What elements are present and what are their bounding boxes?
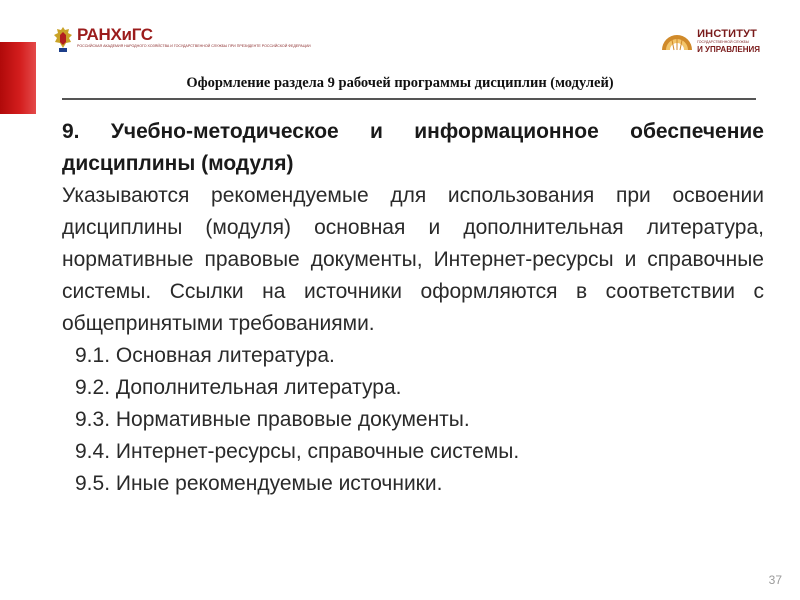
slide-title: Оформление раздела 9 рабочей программы дисциплин (модулей) [186,75,614,91]
ranepa-logo [53,25,311,56]
list-item: 9.2. Дополнительная литература. [75,376,402,399]
page-number: 37 [768,573,782,587]
subsection-list [62,340,764,500]
section-description: Указываются рекомендуемые для использования при освоении дисциплины (модуля) основная и дополнительная литература, нормативные правовые документы, Интернет-ресурсы и справочные системы. Ссылки на источники оформляются в соответствии с общепринятыми требованиями. [62,184,764,335]
logo-subtitle: РОССИЙСКАЯ АКАДЕМИЯ НАРОДНОГО ХОЗЯЙСТВА И ГОСУДАРСТВЕННОЙ СЛУЖБЫ ПРИ ПРЕЗИДЕНТЕ РОССИЙСКОЙ ФЕДЕРАЦИИ [77,44,311,48]
list-item: 9.3. Нормативные правовые документы. [75,408,470,431]
institute-subtitle-2: И УПРАВЛЕНИЯ [697,44,760,54]
institute-subtitle: ГОСУДАРСТВЕННОЙ СЛУЖБЫ [697,39,750,44]
institute-name: ИНСТИТУТ [697,27,758,40]
title-divider [62,98,756,100]
dome-icon [660,30,694,52]
institute-logo [660,28,760,54]
slide-content [62,116,764,500]
list-item: 9.1. Основная литература. [75,344,335,367]
emblem-icon [53,26,73,54]
section-heading: 9. Учебно-методическое и информационное обеспечение дисциплины (модуля) [62,120,764,175]
logo-name: РАНХиГС [77,25,153,44]
list-item: 9.5. Иные рекомендуемые источники. [75,472,443,495]
list-item: 9.4. Интернет-ресурсы, справочные системы. [75,440,520,463]
